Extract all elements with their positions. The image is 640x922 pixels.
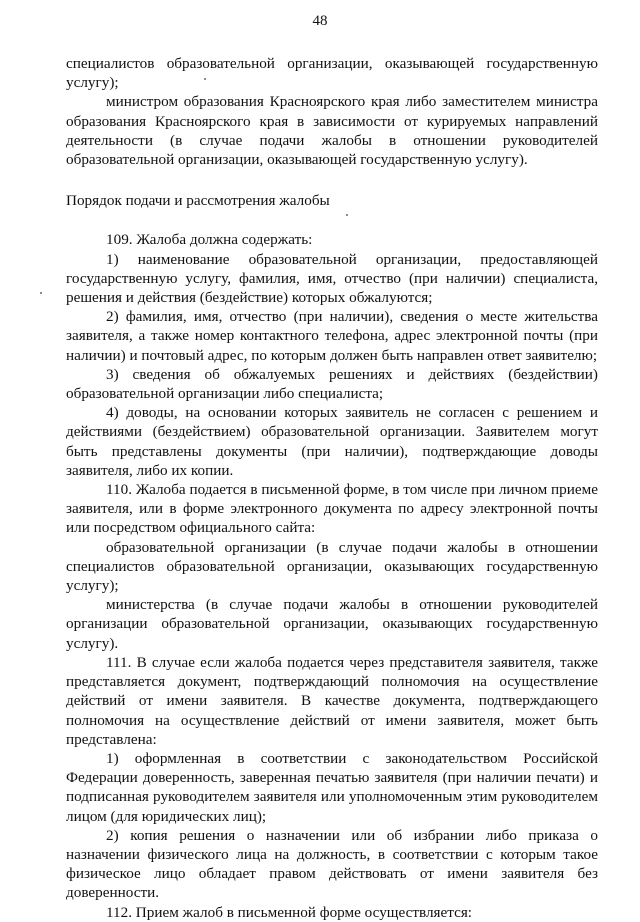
paragraph-109-item-2: 2) фамилия, имя, отчество (при наличии), сведения о месте жительства заявителя, а также номер контактного телефона, адрес электронной почты (при наличии) и почтовый адрес, по которым должен быть направлен ответ заявителю; <box>66 308 598 364</box>
scan-speck <box>346 214 348 216</box>
paragraph-109-item-3: 3) сведения об обжалуемых решениях и действиях (бездействии) образовательной организации либо специалиста; <box>66 365 598 403</box>
paragraph-112: 112. Прием жалоб в письменной форме осуществляется: <box>106 903 473 921</box>
paragraph-110-option-org: образовательной организации (в случае подачи жалобы в отношении специалистов образовательной организации, оказывающих государственную услугу); <box>66 538 598 595</box>
paragraph-continuation: специалистов образовательной организации, оказывающей государственную услугу); <box>66 55 598 92</box>
paragraph-110-option-ministry: министерства (в случае подачи жалобы в отношении руководителей организации образовательной организации, оказывающих государственную услугу). <box>66 596 598 652</box>
section-heading: Порядок подачи и рассмотрения жалобы <box>66 192 330 210</box>
scan-speck <box>40 292 42 294</box>
paragraph-111-item-2: 2) копия решения о назначении или об избрании либо приказа о назначении физического лица на должность, в соответствии с которым такое физическое лицо обладает правом действовать от имени заявителя без доверенности. <box>66 826 598 902</box>
paragraph-minister: министром образования Красноярского края либо заместителем министра образования Красноярского края в зависимости от курируемых направлений деятельности (в случае подачи жалобы в отношении руководителей образовательной организации, оказывающей государственную услугу). <box>66 93 598 169</box>
page-number: 48 <box>312 13 328 29</box>
paragraph-109: 109. Жалоба должна содержать: <box>106 231 313 249</box>
paragraph-111: 111. В случае если жалоба подается через представителя заявителя, также представляется документ, подтверждающий полномочия на осуществление действий от имени заявителя. В качестве документа, подтверждающего полномочия на осуществление действий от имени заявителя, может быть представлена: <box>66 653 598 748</box>
document-body <box>66 54 598 922</box>
scan-speck <box>204 78 206 80</box>
paragraph-109-item-1: 1) наименование образовательной организации, предоставляющей государственную услугу, фамилия, имя, отчество (при наличии) специалиста, решения и действия (бездействие) которых обжалуются; <box>66 250 598 307</box>
paragraph-111-item-1: 1) оформленная в соответствии с законодательством Российской Федерации доверенность, заверенная печатью заявителя (при наличии печати) и подписанная руководителем заявителя или уполномоченным этим руководителем лицом (для юридических лиц); <box>66 749 598 825</box>
paragraph-110: 110. Жалоба подается в письменной форме, в том числе при личном приеме заявителя, или в форме электронного документа по адресу электронной почты или посредством официального сайта: <box>66 481 598 537</box>
paragraph-109-item-4: 4) доводы, на основании которых заявитель не согласен с решением и действиями (бездействием) образовательной организации. Заявителем могут быть представлены документы (при наличии), подтверждающие доводы заявителя, либо их копии. <box>66 404 598 479</box>
